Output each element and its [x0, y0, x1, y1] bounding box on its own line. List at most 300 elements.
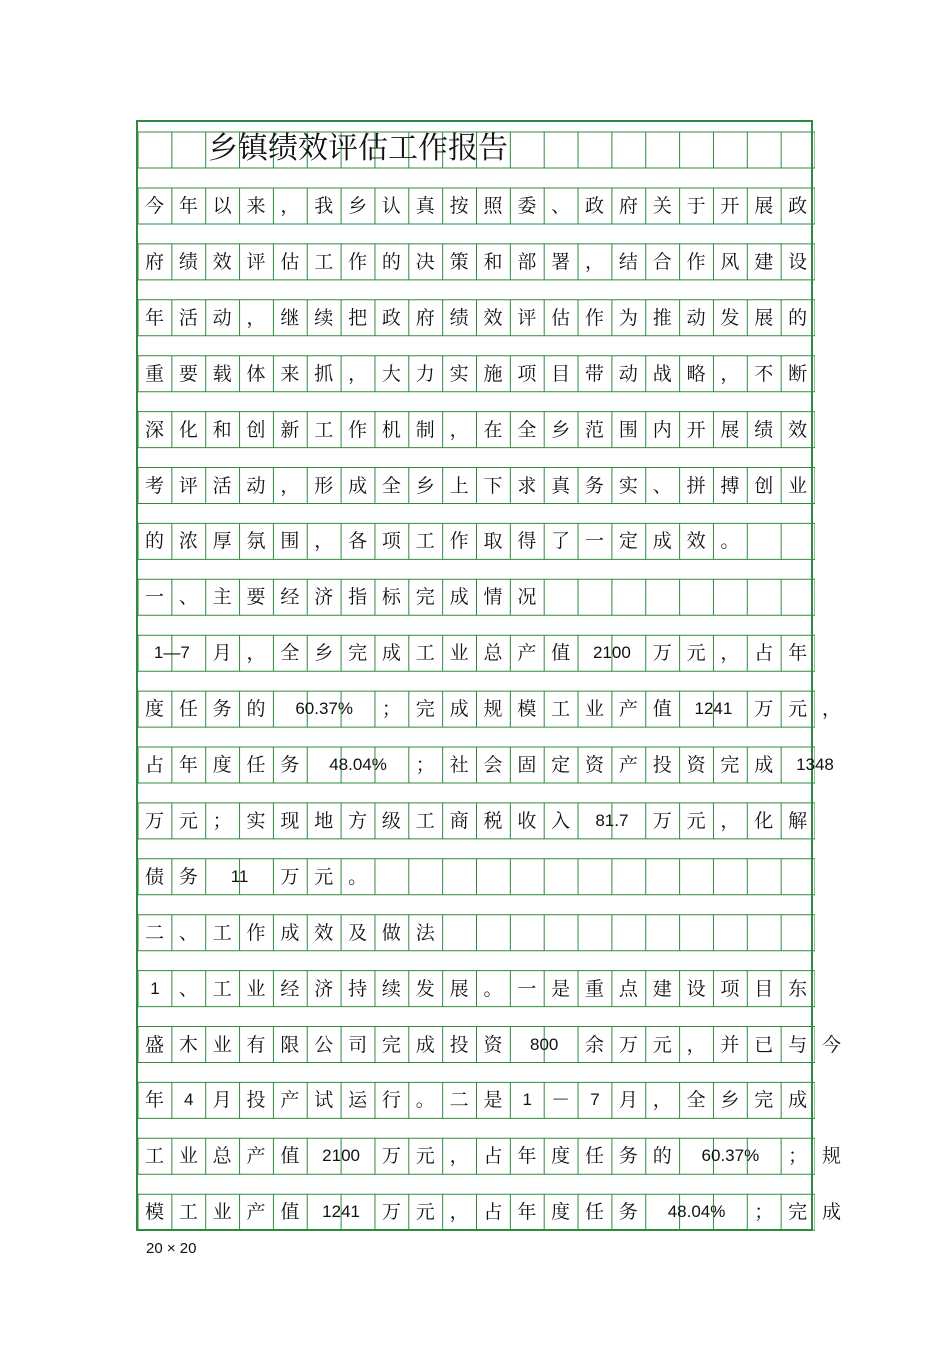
character-cell: 万	[144, 809, 164, 832]
character-cell: 业	[585, 698, 605, 721]
character-cell: 开	[720, 195, 740, 217]
character-cell: 完	[720, 754, 740, 776]
character-cell: 为	[618, 306, 638, 329]
text-line	[138, 747, 834, 783]
character-cell: 展	[720, 418, 740, 441]
character-cell: 二	[449, 1089, 469, 1112]
character-cell: 力	[415, 362, 435, 385]
character-cell: 创	[246, 418, 266, 441]
character-cell: 产	[517, 642, 537, 665]
character-cell: 深	[144, 418, 164, 441]
character-cell: 产	[618, 698, 638, 721]
numeric-token: 11	[230, 866, 249, 886]
character-cell: 各	[348, 530, 368, 553]
numeric-token: 48.04%	[329, 755, 387, 774]
character-cell: 完	[415, 698, 435, 721]
character-cell: 重	[144, 362, 164, 385]
character-cell: 目	[551, 362, 571, 385]
character-cell: 效	[483, 306, 503, 329]
character-cell: 不	[754, 362, 774, 385]
character-cell: 全	[280, 642, 300, 665]
character-cell: 及	[348, 921, 368, 944]
character-cell: 的	[144, 530, 164, 553]
character-cell: 元	[415, 1201, 435, 1224]
character-cell: 。	[720, 530, 740, 553]
character-cell: 搏	[720, 474, 740, 497]
text-line	[138, 971, 815, 1007]
character-cell: 现	[280, 809, 300, 832]
numeric-token: 60.37%	[701, 1146, 760, 1166]
character-cell: 占	[483, 1145, 503, 1168]
character-cell: 和	[212, 418, 232, 441]
character-cell: 实	[618, 474, 638, 497]
character-cell: 月	[212, 642, 232, 665]
character-cell: 济	[314, 977, 334, 1000]
character-cell: 。	[415, 1089, 435, 1112]
character-cell: 估	[551, 306, 571, 329]
character-cell: 模	[144, 1201, 164, 1224]
numeric-token: 1241	[322, 1202, 360, 1222]
character-cell: 二	[144, 921, 164, 944]
character-cell: 税	[483, 809, 503, 832]
character-cell: 作	[246, 921, 266, 944]
character-cell: 一	[517, 977, 537, 1000]
character-cell: 战	[652, 362, 672, 385]
character-cell: 年	[178, 195, 198, 217]
character-cell: 试	[314, 1089, 334, 1112]
character-cell: 完	[348, 642, 368, 665]
character-cell: 工	[178, 1201, 198, 1224]
character-cell: ，	[449, 1201, 469, 1224]
character-cell: 务	[585, 474, 605, 497]
character-cell: 占	[483, 1201, 503, 1224]
character-cell: ；	[381, 698, 401, 721]
character-cell: 司	[348, 1033, 368, 1056]
numeric-token: 800	[530, 1034, 559, 1054]
character-cell: ；	[212, 809, 232, 832]
character-cell: 元	[314, 865, 334, 888]
character-cell: 乡	[720, 1089, 740, 1112]
character-cell: 情	[483, 586, 503, 609]
character-cell: 投	[652, 754, 672, 776]
character-cell: 评	[178, 474, 198, 497]
character-cell: 载	[212, 362, 232, 385]
character-cell: 项	[517, 362, 537, 385]
character-cell: 限	[280, 1033, 300, 1056]
character-cell: 年	[144, 306, 164, 329]
character-cell: 形	[314, 474, 334, 497]
character-cell: 地	[314, 809, 334, 832]
character-cell: 年	[788, 642, 808, 665]
character-cell: 产	[618, 754, 638, 776]
character-cell: 今	[144, 195, 164, 217]
character-cell: 把	[348, 306, 368, 329]
numeric-token: 1—7	[153, 643, 190, 663]
character-cell: 的	[652, 1145, 672, 1168]
character-cell: 并	[720, 1033, 740, 1056]
character-cell: 万	[381, 1201, 401, 1224]
character-cell: 公	[314, 1033, 334, 1056]
character-cell: 。	[483, 977, 503, 1000]
character-cell: ，	[449, 1145, 469, 1168]
character-cell: 务	[618, 1145, 638, 1168]
character-cell: 抓	[314, 362, 334, 385]
character-cell: 占	[754, 642, 774, 665]
character-cell: 任	[585, 1145, 605, 1168]
character-cell: 经	[280, 977, 300, 1000]
character-cell: 产	[246, 1145, 266, 1168]
character-cell: 级	[381, 809, 401, 832]
character-cell: 业	[212, 1033, 232, 1056]
character-cell: ，	[246, 642, 266, 665]
text-line	[138, 691, 841, 727]
character-cell: ，	[314, 530, 334, 553]
character-cell: 万	[618, 1033, 638, 1056]
character-cell: 推	[652, 306, 672, 329]
character-cell: 方	[348, 809, 368, 832]
numeric-token: 1241	[694, 699, 733, 719]
character-cell: ，	[585, 250, 605, 273]
character-cell: ，	[686, 1033, 706, 1056]
character-cell: ；	[754, 1201, 774, 1224]
character-cell: 实	[246, 809, 266, 832]
character-cell: 化	[178, 418, 198, 441]
character-cell: 业	[788, 474, 808, 497]
character-cell: 绩	[449, 306, 469, 329]
character-cell: 值	[652, 698, 672, 721]
character-cell: 认	[381, 195, 401, 217]
character-cell: 策	[449, 250, 469, 273]
character-cell: 政	[788, 195, 808, 217]
numeric-token: 7	[590, 1090, 600, 1110]
character-cell: 要	[178, 362, 198, 385]
character-cell: 会	[483, 754, 503, 776]
character-cell: 绩	[754, 418, 774, 441]
character-cell: 年	[144, 1089, 164, 1112]
character-cell: 建	[754, 250, 774, 273]
character-cell: 万	[652, 642, 672, 665]
text-line	[138, 412, 815, 448]
numeric-token: 2100	[322, 1146, 360, 1166]
character-cell: 工	[415, 530, 435, 553]
character-cell: ，	[652, 1089, 672, 1112]
character-cell: 作	[449, 530, 469, 553]
character-cell: 投	[246, 1089, 266, 1112]
character-cell: 业	[212, 1201, 232, 1224]
character-cell: 效	[212, 250, 232, 273]
character-cell: 施	[483, 362, 503, 385]
character-cell: ，	[720, 362, 740, 385]
character-cell: 债	[144, 865, 164, 888]
text-line	[138, 468, 815, 504]
character-cell: 元	[178, 809, 198, 832]
character-cell: 成	[754, 754, 774, 776]
character-cell: 评	[517, 306, 537, 329]
character-cell: 真	[551, 474, 571, 497]
character-cell: 元	[788, 698, 808, 721]
character-cell: 真	[415, 195, 435, 217]
character-cell: 带	[585, 362, 605, 385]
character-cell: 和	[483, 250, 503, 273]
character-cell: 围	[280, 530, 300, 553]
character-cell: 万	[280, 865, 300, 888]
document-title: 乡镇绩效评估工作报告	[208, 131, 508, 166]
numeric-token: 60.37%	[295, 699, 353, 719]
character-cell: ，	[348, 362, 368, 385]
character-cell: 府	[618, 195, 638, 217]
grid-size-label: 20 × 20	[146, 1240, 197, 1257]
character-cell: 厚	[212, 530, 232, 553]
character-cell: 开	[686, 418, 706, 441]
character-cell: ，	[280, 474, 300, 497]
character-cell: 法	[415, 921, 435, 944]
character-cell: 估	[280, 250, 300, 273]
character-cell: 度	[212, 754, 232, 776]
character-cell: 元	[415, 1145, 435, 1168]
character-cell: 。	[348, 865, 368, 888]
character-cell: 成	[449, 698, 469, 721]
character-cell: 完	[754, 1089, 774, 1112]
character-cell: 、	[178, 977, 198, 1000]
character-cell: 得	[517, 530, 537, 553]
text-line	[138, 579, 815, 615]
character-cell: 已	[754, 1033, 774, 1056]
character-cell: 作	[686, 250, 706, 273]
character-cell: 评	[246, 250, 266, 273]
character-cell: 工	[415, 809, 435, 832]
character-cell: 标	[381, 586, 401, 609]
character-cell: 成	[415, 1033, 435, 1056]
character-cell: 定	[618, 530, 638, 553]
character-cell: 值	[280, 1145, 300, 1168]
character-cell: 年	[517, 1145, 537, 1168]
text-line	[138, 1082, 815, 1118]
numeric-token: 1348	[796, 755, 834, 774]
character-cell: 收	[517, 809, 537, 832]
character-cell: 内	[652, 418, 672, 441]
character-cell: 项	[720, 977, 740, 1000]
character-cell: 度	[144, 698, 164, 721]
character-cell: 度	[551, 1145, 571, 1168]
character-cell: 于	[686, 195, 706, 217]
character-cell: 部	[517, 250, 537, 273]
character-cell: 成	[348, 474, 368, 497]
character-cell: 拼	[686, 474, 706, 497]
character-cell: 总	[483, 642, 503, 665]
character-cell: 续	[381, 977, 401, 1000]
character-cell: 的	[246, 698, 266, 721]
character-cell: 取	[483, 530, 503, 553]
character-cell: 乡	[415, 474, 435, 497]
character-cell: 余	[585, 1033, 605, 1056]
character-cell: 作	[348, 418, 368, 441]
character-cell: 作	[348, 250, 368, 273]
character-cell: 展	[754, 306, 774, 329]
character-cell: 工	[212, 921, 232, 944]
character-cell: 创	[754, 474, 774, 497]
character-cell: 略	[686, 362, 706, 385]
character-cell: 成	[788, 1089, 808, 1112]
character-cell: 了	[551, 530, 571, 553]
manuscript-grid-sheet	[136, 120, 841, 1231]
character-cell: 委	[517, 195, 537, 217]
character-cell: 在	[483, 418, 503, 441]
character-cell: 成	[381, 642, 401, 665]
character-cell: 动	[686, 306, 706, 329]
character-cell: ，	[720, 809, 740, 832]
character-cell: 资	[686, 754, 706, 776]
character-cell: 完	[788, 1201, 808, 1224]
character-cell: 任	[246, 754, 266, 776]
character-cell: 完	[415, 586, 435, 609]
character-cell: 考	[144, 474, 164, 497]
character-cell: 经	[280, 586, 300, 609]
character-cell: 务	[618, 1201, 638, 1224]
numeric-token: 1	[522, 1090, 532, 1110]
character-cell: 元	[652, 1033, 672, 1056]
text-line	[138, 1027, 841, 1063]
character-cell: 范	[585, 418, 605, 441]
character-cell: 工	[144, 1145, 164, 1168]
character-cell: 建	[652, 977, 672, 1000]
character-cell: 一	[585, 530, 605, 553]
character-cell: 效	[314, 921, 334, 944]
text-line	[138, 859, 815, 895]
character-cell: 府	[144, 250, 164, 273]
character-cell: 设	[686, 977, 706, 1000]
character-cell: 业	[449, 642, 469, 665]
character-cell: ；	[415, 754, 435, 776]
character-cell: 上	[449, 474, 469, 497]
character-cell: 成	[821, 1201, 841, 1224]
numeric-token: 81.7	[595, 810, 629, 830]
character-cell: ，	[720, 642, 740, 665]
character-cell: 工	[415, 642, 435, 665]
text-line	[138, 915, 815, 951]
character-cell: 重	[585, 977, 605, 1000]
character-cell: 作	[585, 306, 605, 329]
text-line	[138, 1138, 841, 1174]
character-cell: 是	[483, 1089, 503, 1112]
character-cell: 月	[212, 1089, 232, 1112]
text-line	[138, 244, 815, 280]
character-cell: 产	[280, 1089, 300, 1112]
character-cell: 全	[517, 418, 537, 441]
character-cell: 是	[551, 977, 571, 1000]
character-cell: 效	[788, 418, 808, 441]
numeric-token: 48.04%	[667, 1202, 726, 1222]
character-cell: 实	[449, 362, 469, 385]
character-cell: 照	[483, 195, 503, 217]
character-cell: 度	[551, 1201, 571, 1224]
character-cell: ，	[449, 418, 469, 441]
character-cell: 结	[618, 250, 638, 273]
text-line	[138, 356, 815, 392]
character-cell: 年	[178, 754, 198, 776]
character-cell: 要	[246, 586, 266, 609]
character-cell: 、	[551, 195, 571, 217]
character-cell: 目	[754, 977, 774, 1000]
character-cell: 下	[483, 474, 503, 497]
character-cell: 有	[246, 1033, 266, 1056]
text-line	[138, 300, 815, 336]
character-cell: 业	[178, 1145, 198, 1168]
character-cell: 规	[821, 1145, 841, 1168]
character-cell: 解	[788, 809, 808, 832]
character-cell: 任	[178, 698, 198, 721]
character-cell: 继	[280, 306, 300, 329]
text-line	[138, 188, 815, 224]
character-cell: 效	[686, 530, 706, 553]
character-cell: 投	[449, 1033, 469, 1056]
character-cell: 机	[381, 418, 401, 441]
character-cell: 断	[788, 362, 808, 385]
character-cell: 元	[686, 642, 706, 665]
character-cell: 的	[381, 250, 401, 273]
character-cell: 浓	[178, 530, 198, 553]
character-cell: 新	[280, 418, 300, 441]
character-cell: 任	[585, 1201, 605, 1224]
character-cell: 工	[314, 418, 334, 441]
character-cell: 元	[686, 809, 706, 832]
character-cell: 产	[246, 1201, 266, 1224]
character-cell: 氛	[246, 530, 266, 553]
character-cell: 工	[314, 250, 334, 273]
character-cell: 固	[517, 754, 537, 776]
text-line	[138, 523, 815, 559]
character-cell: 动	[246, 474, 266, 497]
character-cell: 万	[754, 698, 774, 721]
character-cell: 工	[551, 698, 571, 721]
character-cell: 业	[246, 977, 266, 1000]
character-cell: 占	[144, 754, 164, 776]
character-cell: 合	[652, 250, 672, 273]
character-cell: 、	[178, 921, 198, 944]
character-cell: 制	[415, 418, 435, 441]
character-cell: 指	[348, 586, 368, 609]
character-cell: 的	[788, 306, 808, 329]
character-cell: 设	[788, 250, 808, 273]
character-cell: 做	[381, 921, 401, 944]
character-cell: 主	[212, 586, 232, 609]
character-cell: ；	[788, 1145, 808, 1168]
character-cell: 入	[551, 809, 571, 832]
character-cell: 决	[415, 250, 435, 273]
character-cell: 化	[754, 809, 774, 832]
character-cell: 政	[381, 306, 401, 329]
character-cell: 万	[381, 1145, 401, 1168]
character-cell: 展	[754, 195, 774, 217]
character-cell: 规	[483, 698, 503, 721]
character-cell: 商	[449, 809, 469, 832]
character-cell: 署	[551, 250, 571, 273]
character-cell: 月	[618, 1089, 638, 1112]
character-cell: 大	[381, 362, 401, 385]
character-cell: 、	[652, 474, 672, 497]
character-cell: 来	[246, 195, 266, 217]
character-cell: 乡	[348, 195, 368, 217]
character-cell: 展	[449, 977, 469, 1000]
character-cell: 动	[212, 306, 232, 329]
character-cell: 东	[788, 977, 808, 1000]
character-cell: ，	[821, 698, 841, 721]
character-cell: 万	[652, 809, 672, 832]
character-cell: 务	[178, 865, 198, 888]
numeric-token: 4	[184, 1090, 194, 1110]
character-cell: 发	[720, 306, 740, 329]
character-cell: 木	[178, 1033, 198, 1056]
character-cell: 以	[212, 195, 232, 217]
